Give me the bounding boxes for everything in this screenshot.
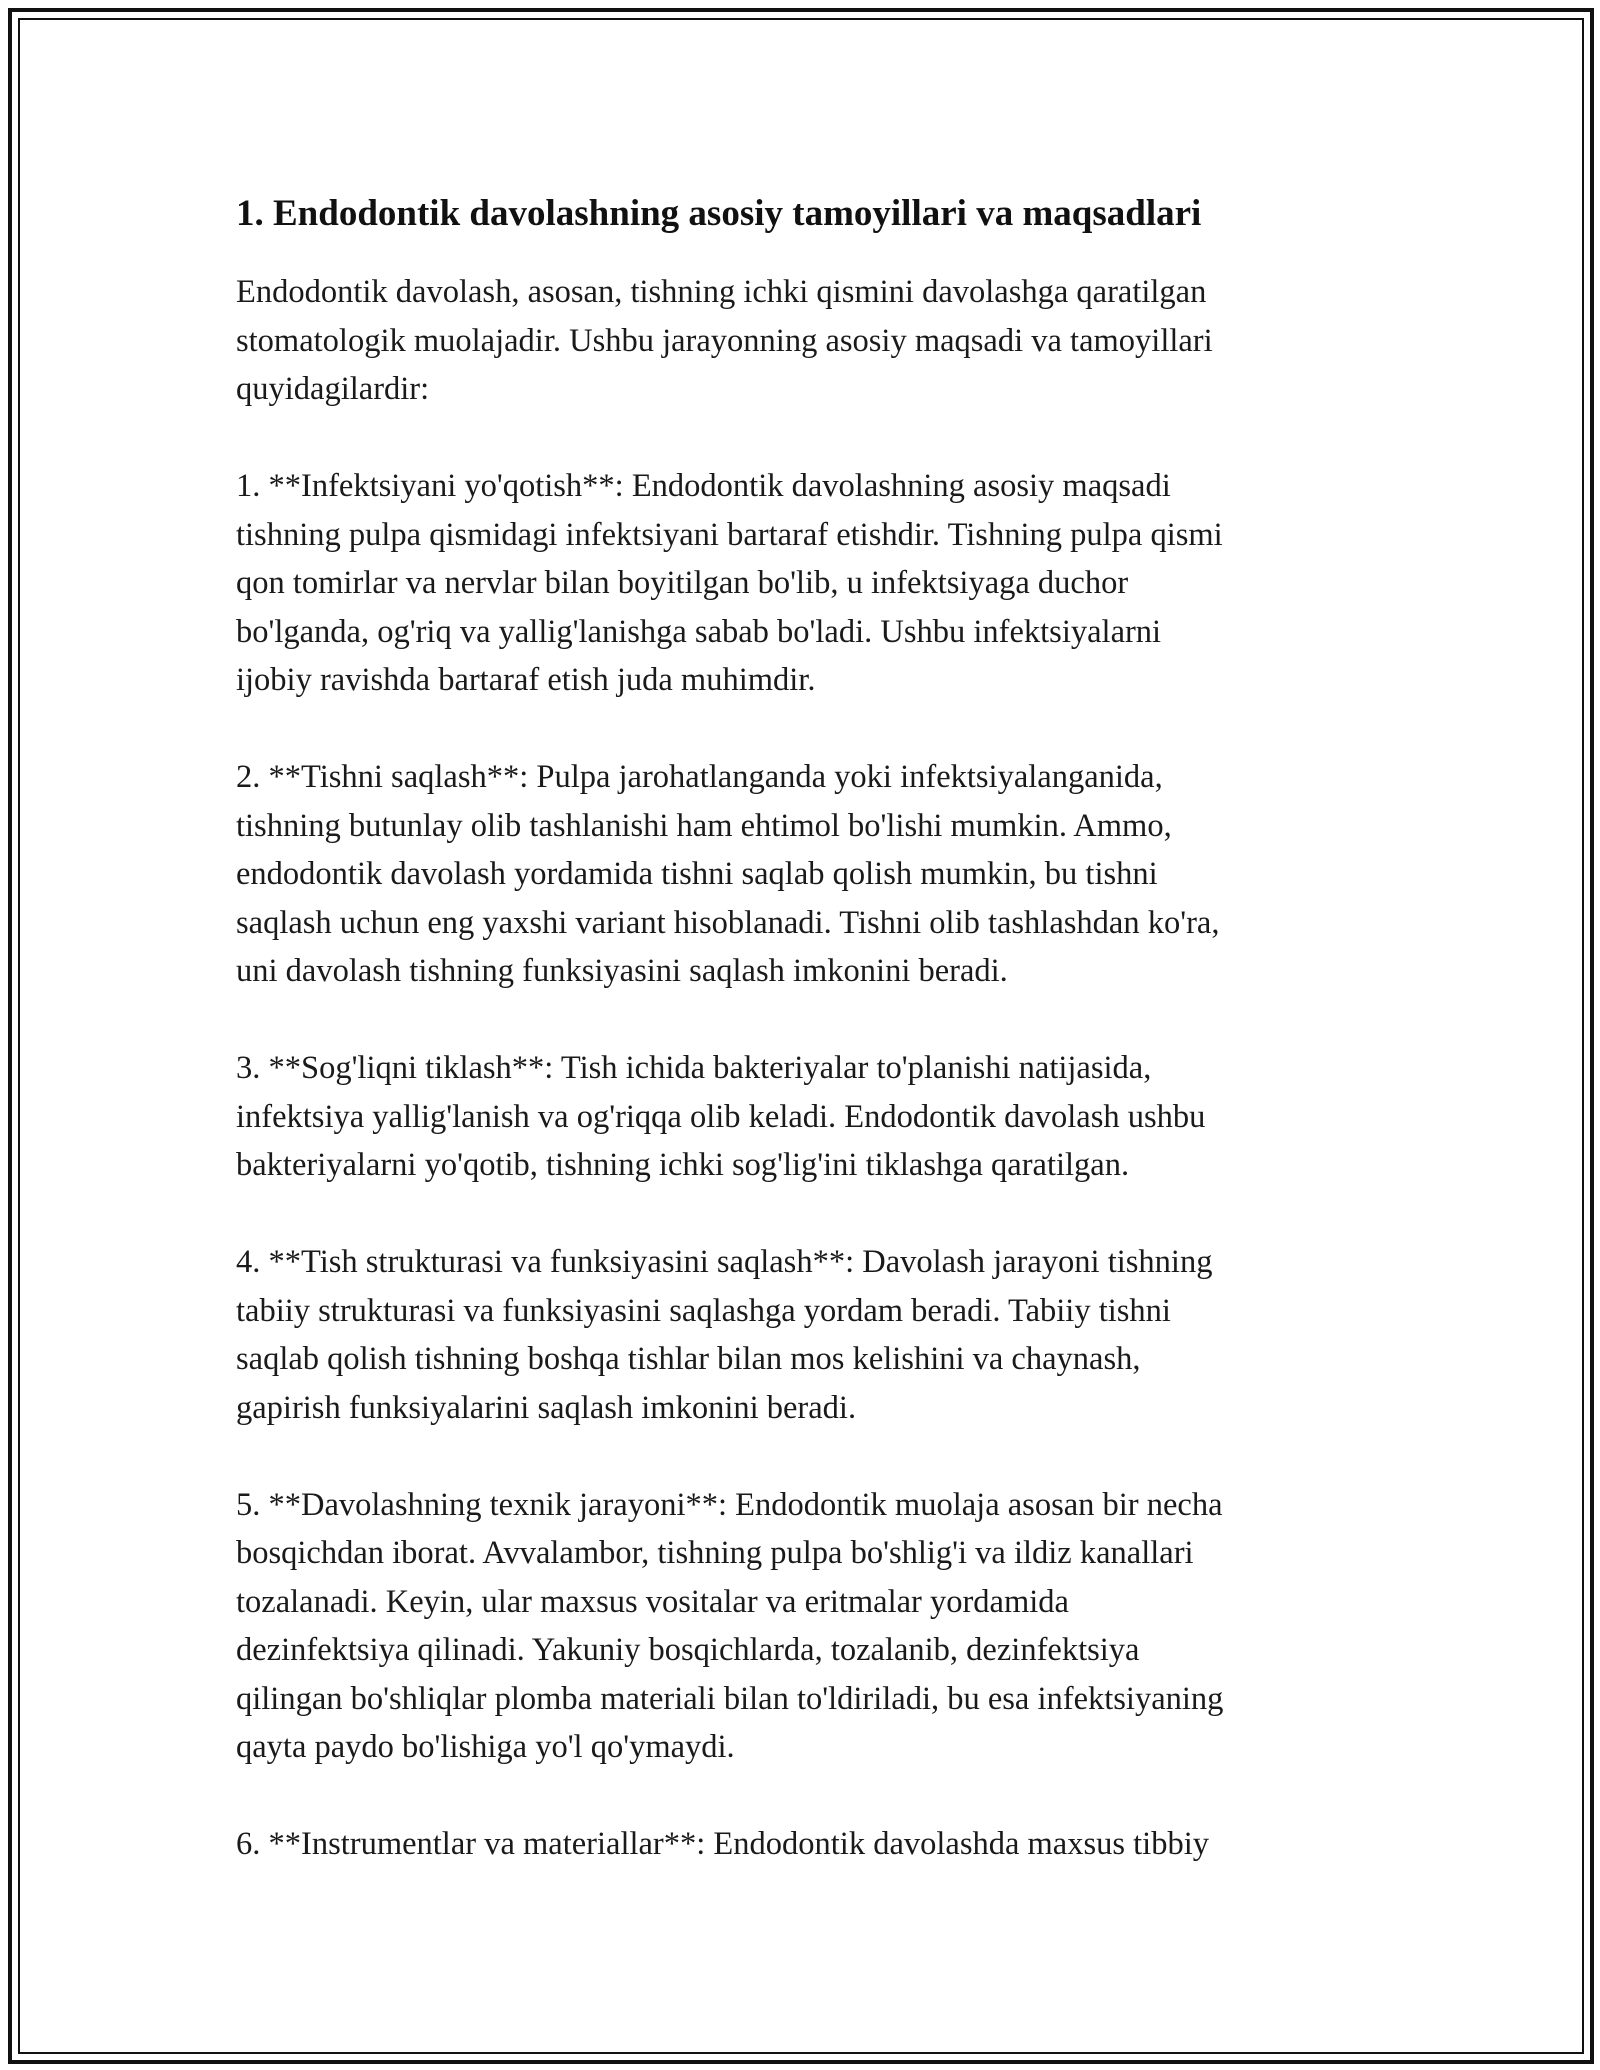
text-line: bosqichdan iborat. Avvalambor, tishning pulpa bo'shlig'i va ildiz kanallari (236, 1535, 1194, 1571)
document-body (236, 186, 1376, 1917)
text-line: 4. **Tish strukturasi va funksiyasini saqlash**: Davolash jarayoni tishning (236, 1244, 1213, 1280)
text-line: tozalanadi. Keyin, ular maxsus vositalar va eritmalar yordamida (236, 1583, 1069, 1620)
text-line: 3. **Sog'liqni tiklash**: Tish ichida bakteriyalar to'planishi natijasida, (236, 1050, 1152, 1086)
text-line: tishning pulpa qismidagi infektsiyani bartaraf etishdir. Tishning pulpa qismi (236, 516, 1223, 553)
text-line: qilingan bo'shliqlar plomba materiali bilan to'ldiriladi, bu esa infektsiyaning (236, 1680, 1224, 1717)
text-line: gapirish funksiyalarini saqlash imkonini beradi. (236, 1389, 857, 1426)
text-line: 5. **Davolashning texnik jarayoni**: Endodontik muolaja asosan bir necha (236, 1486, 1223, 1523)
list-item-6-paragraph (236, 1820, 1376, 1869)
text-line: stomatologik muolajadir. Ushbu jarayonning asosiy maqsadi va tamoyillari (236, 322, 1213, 359)
text-line: saqlash uchun eng yaxshi variant hisoblanadi. Tishni olib tashlashdan ko'ra, (236, 904, 1220, 941)
list-item-4-paragraph (236, 1238, 1376, 1432)
text-line: bakteriyalarni yo'qotib, tishning ichki sog'lig'ini tiklashga qaratilgan. (236, 1147, 1130, 1183)
text-line: tabiiy strukturasi va funksiyasini saqlashga yordam beradi. Tabiiy tishni (236, 1292, 1171, 1329)
text-line: qon tomirlar va nervlar bilan boyitilgan bo'lib, u infektsiyaga duchor (236, 565, 1129, 601)
text-line: 2. **Tishni saqlash**: Pulpa jarohatlanganda yoki infektsiyalanganida, (236, 759, 1163, 795)
text-line: infektsiya yallig'lanish va og'riqqa olib keladi. Endodontik davolash ushbu (236, 1098, 1206, 1135)
list-item-1-paragraph (236, 462, 1376, 705)
list-item-5-paragraph (236, 1481, 1376, 1772)
text-line: tishning butunlay olib tashlanishi ham ehtimol bo'lishi mumkin. Ammo, (236, 807, 1172, 844)
section-heading: 1. Endodontik davolashning asosiy tamoyillari va maqsadlari (236, 193, 1202, 234)
text-line: qayta paydo bo'lishiga yo'l qo'ymaydi. (236, 1729, 735, 1765)
text-line: dezinfektsiya qilinadi. Yakuniy bosqichlarda, tozalanib, dezinfektsiya (236, 1632, 1140, 1668)
text-line: Endodontik davolash, asosan, tishning ichki qismini davolashga qaratilgan (236, 274, 1207, 310)
text-line: ijobiy ravishda bartaraf etish juda muhimdir. (236, 662, 816, 698)
text-line: 6. **Instrumentlar va materiallar**: Endodontik davolashda maxsus tibbiy (236, 1826, 1209, 1862)
text-line: bo'lganda, og'riq va yallig'lanishga sabab bo'ladi. Ushbu infektsiyalarni (236, 613, 1162, 650)
text-line: saqlab qolish tishning boshqa tishlar bilan mos kelishini va chaynash, (236, 1341, 1141, 1377)
text-line: quyidagilardir: (236, 371, 430, 407)
text-line: uni davolash tishning funksiyasini saqlash imkonini beradi. (236, 953, 1008, 989)
list-item-2-paragraph (236, 753, 1376, 996)
list-item-3-paragraph (236, 1044, 1376, 1190)
intro-paragraph (236, 268, 1376, 414)
text-line: endodontik davolash yordamida tishni saqlab qolish mumkin, bu tishni (236, 856, 1158, 892)
text-line: 1. **Infektsiyani yo'qotish**: Endodontik davolashning asosiy maqsadi (236, 468, 1171, 504)
